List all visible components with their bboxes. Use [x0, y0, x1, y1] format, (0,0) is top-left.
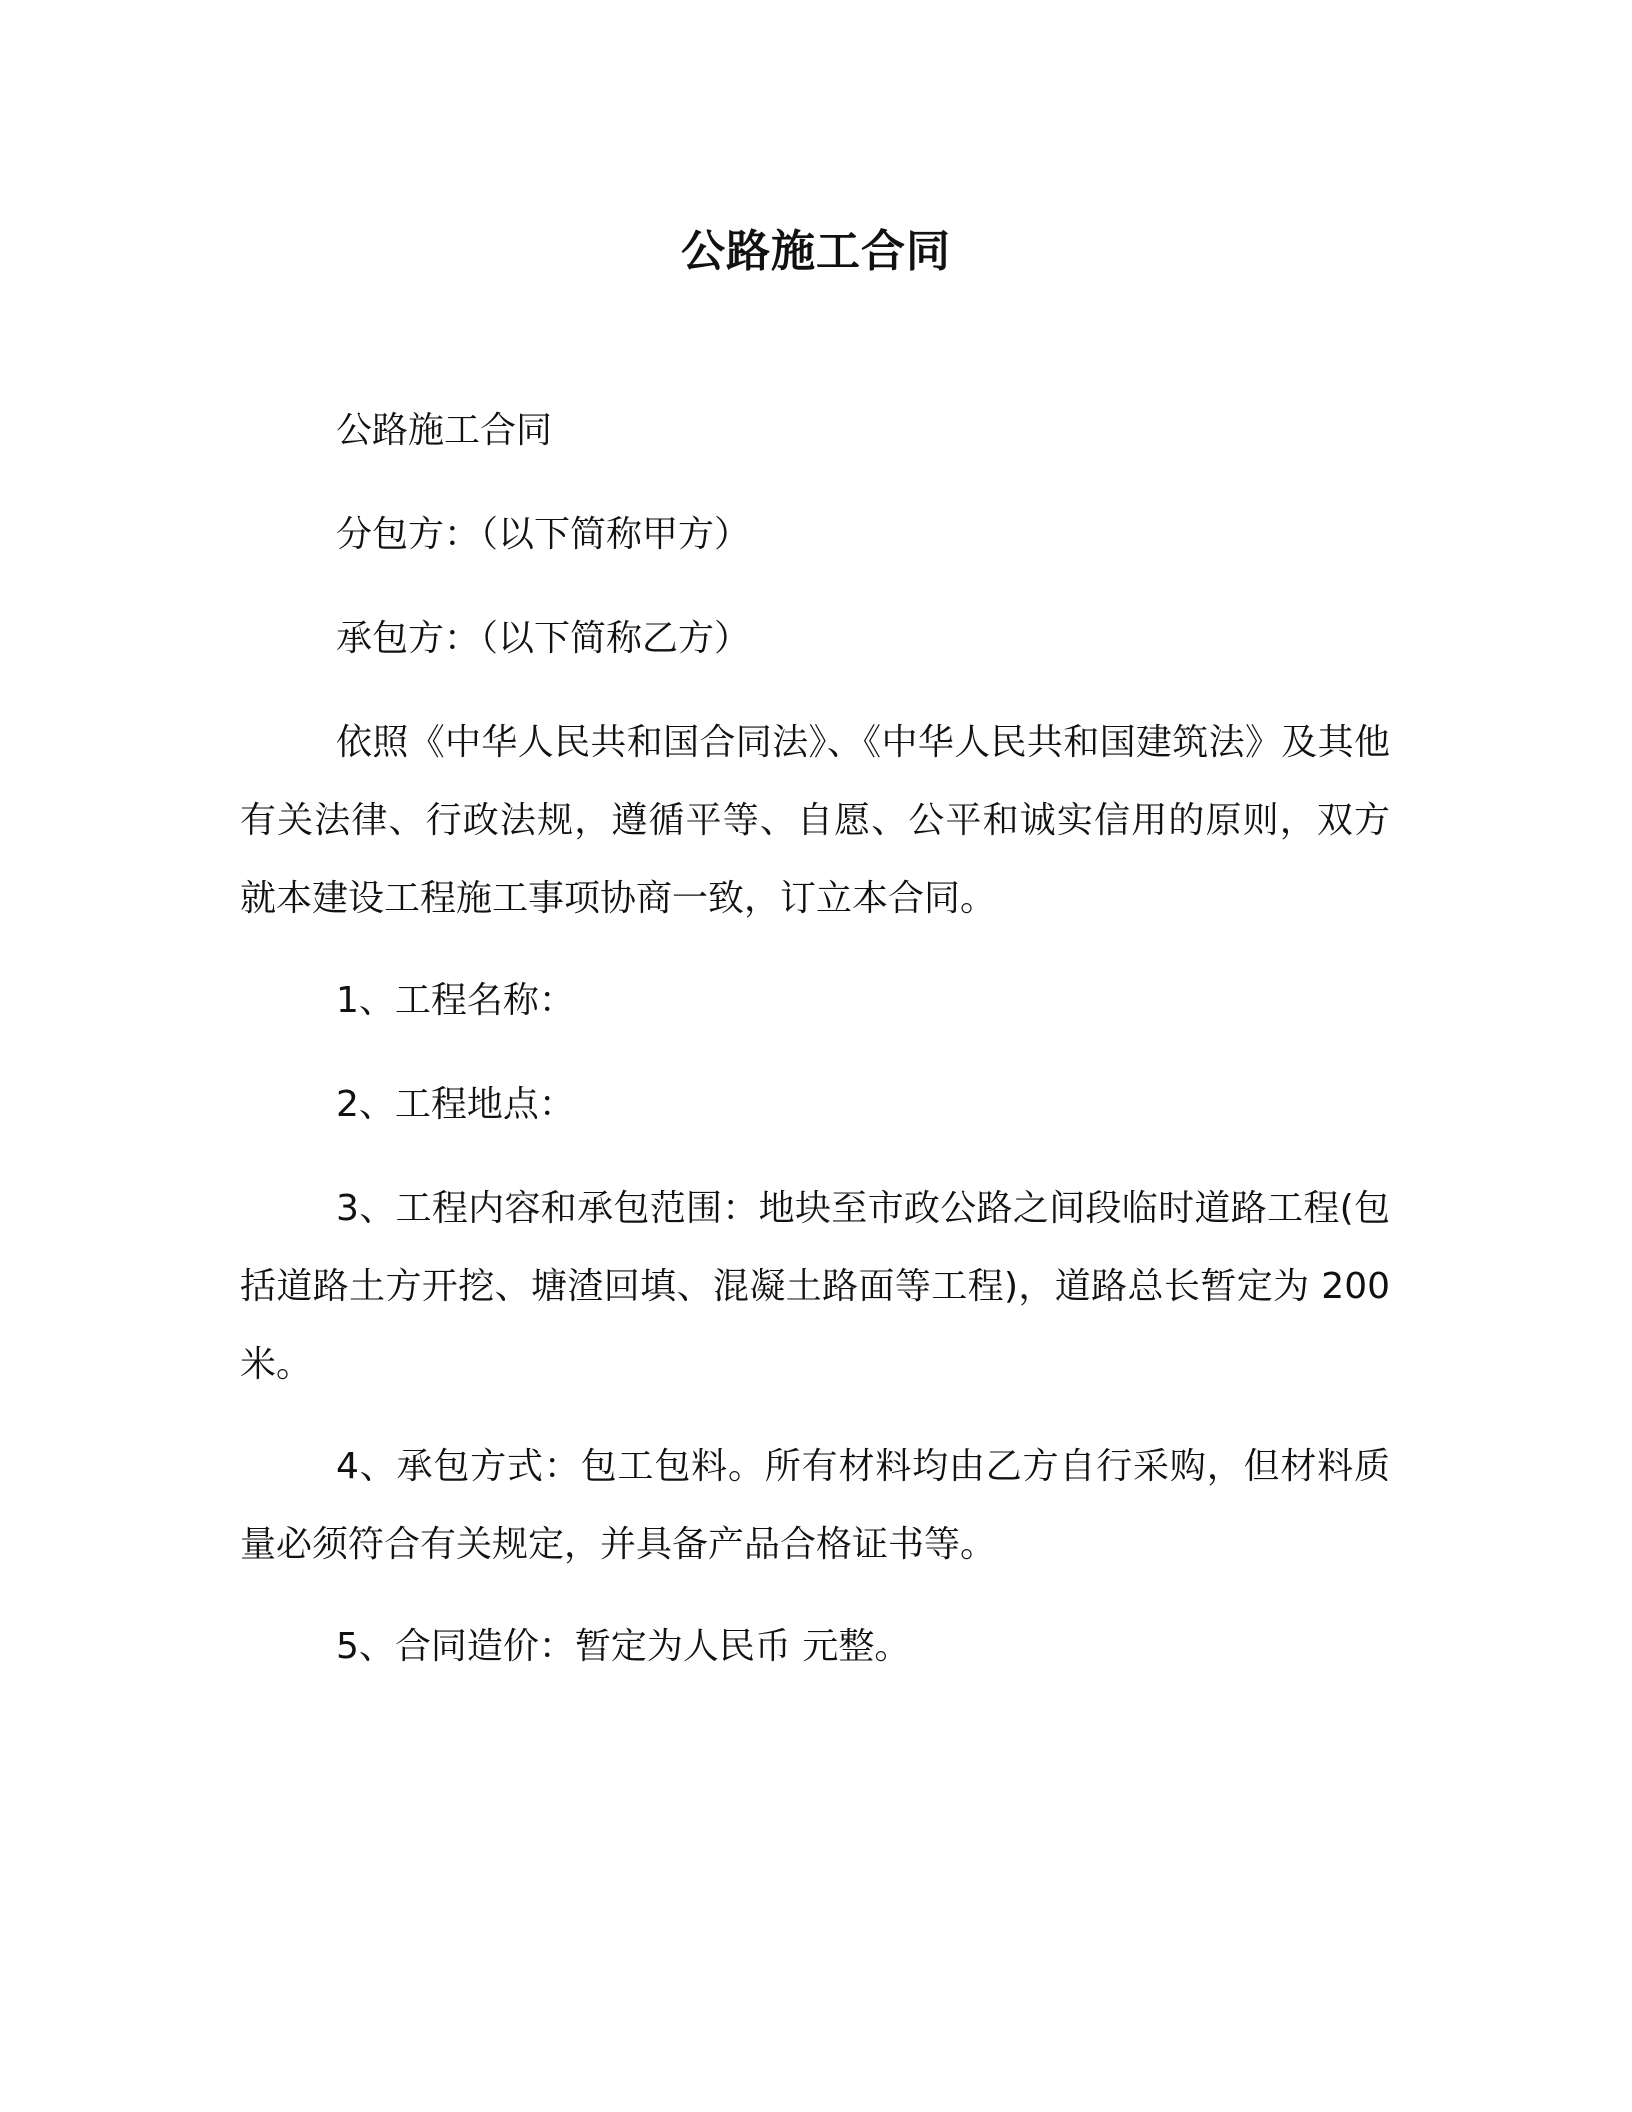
paragraph-project-scope: 3、工程内容和承包范围：地块至市政公路之间段临时道路工程(包括道路土方开挖、塘渣回填、混凝土路面等工程)，道路总长暂定为 200 米。: [240, 1188, 1390, 1385]
paragraph-contract-price: 5、合同造价：暂定为人民币 元整。: [336, 1626, 911, 1667]
paragraph-project-location: 2、工程地点：: [336, 1084, 575, 1125]
document-title: 公路施工合同: [681, 226, 951, 277]
document-body: [240, 392, 1390, 1712]
paragraph-party-b: 承包方：（以下简称乙方）: [336, 618, 751, 659]
paragraph-subtitle: 公路施工合同: [336, 410, 553, 451]
paragraph-project-name: 1、工程名称：: [336, 980, 575, 1021]
paragraph-preamble: 依照《中华人民共和国合同法》、《中华人民共和国建筑法》及其他有关法律、行政法规，遵循平等、自愿、公平和诚实信用的原则，双方就本建设工程施工事项协商一致，订立本合同。: [240, 722, 1390, 919]
paragraph-contract-method: 4、承包方式：包工包料。所有材料均由乙方自行采购，但材料质量必须符合有关规定，并具备产品合格证书等。: [240, 1446, 1390, 1565]
paragraph-party-a: 分包方：（以下简称甲方）: [336, 514, 751, 555]
